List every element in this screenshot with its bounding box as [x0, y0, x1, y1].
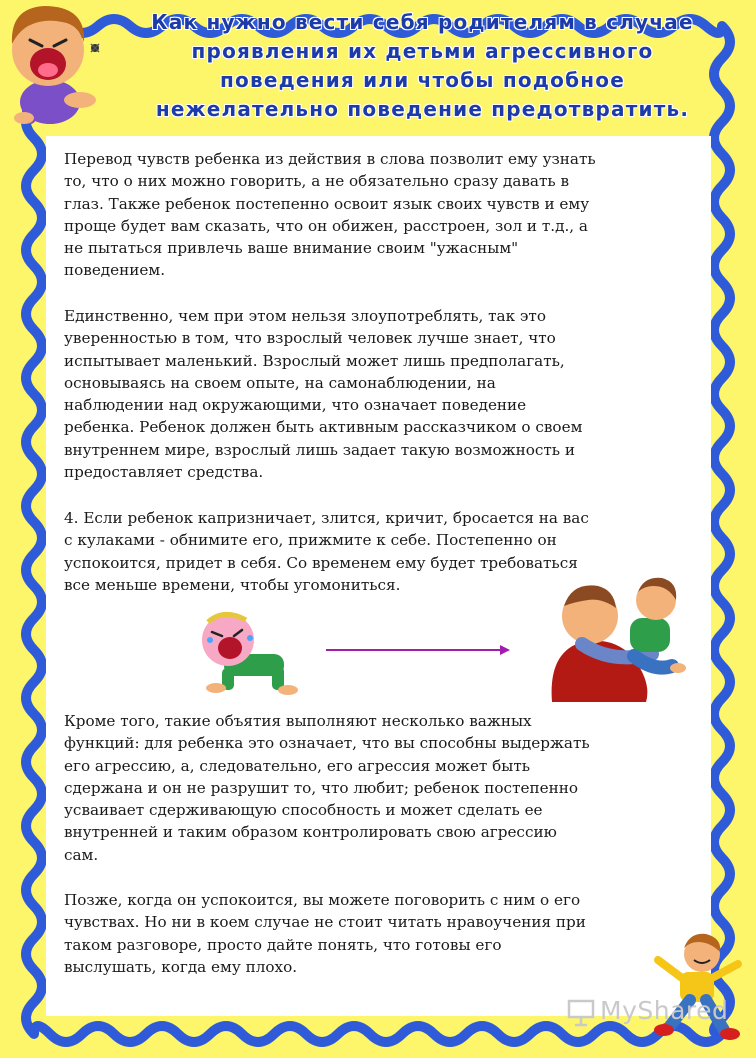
text-line: проще будет вам сказать, что он обижен, расстроен, зол и т.д., а	[64, 216, 588, 235]
text-line: 4. Если ребенок капризничает, злится, кричит, бросается на вас	[64, 509, 589, 527]
text-line: усваивает сдерживающую способность и может сделать ее	[64, 801, 543, 820]
text-line: сам.	[64, 845, 99, 864]
text-line: наблюдении над окружающими, что означает поведение	[64, 396, 527, 415]
text-line: функций: для ребенка это означает, что вы способны выдержать	[64, 734, 590, 753]
presentation-icon	[566, 998, 596, 1028]
text-line: то, что о них можно говорить, а не обязательно сразу давать в	[64, 172, 570, 191]
text-line: все меньше времени, чтобы угомониться.	[64, 575, 401, 594]
title-line: Как нужно вести себя родителям в случае	[151, 10, 694, 34]
text-line: уверенностью в том, что взрослый человек лучше знает, что	[64, 329, 556, 348]
text-line: глаз. Также ребенок постепенно освоит язык своих чувств и ему	[64, 194, 590, 213]
title-line: проявления их детьми агрессивного	[191, 39, 654, 63]
text-line: с кулаками - обнимите его, прижмите к себе. Постепенно он	[64, 531, 557, 550]
text-line: Единственно, чем при этом нельзя злоупотреблять, так это	[64, 307, 546, 325]
paragraph-talk-later	[64, 889, 694, 978]
text-line: испытывает маленький. Взрослый может лишь предполагать,	[64, 351, 565, 370]
paragraph-feelings-to-words	[64, 148, 694, 282]
title-line: нежелательно поведение предотвратить.	[155, 97, 690, 121]
text-line: внутреннем мире, взрослый лишь задает такую возможность и	[64, 440, 575, 459]
title-line: поведения или чтобы подобное	[220, 68, 625, 92]
text-line: поведением.	[64, 261, 166, 280]
watermark	[566, 994, 736, 1034]
text-line: Позже, когда он успокоится, вы можете поговорить с ним о его	[64, 891, 581, 909]
text-line: чувствах. Но ни в коем случае не стоит читать нравоучения при	[64, 913, 586, 932]
text-line: его агрессию, а, следовательно, его агрессия может быть	[64, 756, 531, 775]
text-line: ребенка. Ребенок должен быть активным рассказчиком о своем	[64, 418, 583, 437]
paragraph-hug-functions	[64, 710, 694, 866]
watermark-text: MyShared	[600, 996, 729, 1025]
text-line: успокоится, придет в себя. Со временем ему будет требоваться	[64, 553, 578, 572]
hugging-adult-child-illustration	[542, 572, 702, 702]
arrow-icon	[324, 642, 514, 658]
text-line: не пытаться привлечь ваше внимание своим "ужасным"	[64, 239, 519, 258]
crying-baby-illustration	[194, 606, 304, 696]
text-line: таком разговоре, просто дайте понять, что готовы его	[64, 935, 502, 954]
text-line: основываясь на своем опыте, на самонаблюдении, на	[64, 373, 496, 392]
paragraph-adult-knowledge	[64, 305, 694, 483]
text-line: предоставляет средства.	[64, 463, 264, 482]
text-line: внутренней и таким образом контролировать свою агрессию	[64, 823, 557, 842]
page-title	[95, 8, 750, 124]
text-line: сдержана и он не разрушит то, что любит; ребенок постепенно	[64, 778, 578, 797]
text-line: выслушать, когда ему плохо.	[64, 957, 298, 976]
text-line: Кроме того, такие объятия выполняют несколько важных	[64, 712, 532, 730]
content-panel	[46, 136, 711, 1016]
text-line: Перевод чувств ребенка из действия в слова позволит ему узнать	[64, 150, 596, 168]
